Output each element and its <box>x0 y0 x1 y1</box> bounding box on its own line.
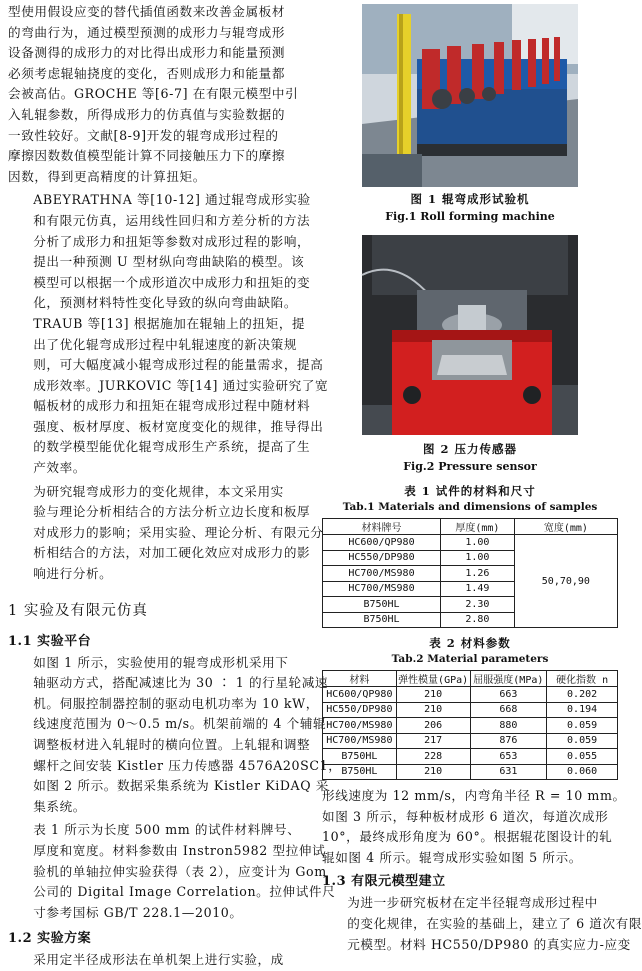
table-cell: 217 <box>396 733 470 749</box>
table-cell: HC600/QP980 <box>323 535 441 551</box>
table-header-cell: 厚度(mm) <box>441 519 515 535</box>
text-line: 机。伺服控制器控制的驱动电机功率为 10 kW， <box>33 695 319 711</box>
paragraph-aim <box>8 482 324 585</box>
text-line: 的变化规律，在实验的基础上，建立了 6 道次有限 <box>347 915 642 931</box>
table-cell: 210 <box>396 764 470 780</box>
table-1-materials-dimensions <box>322 518 618 628</box>
text-line: 和有限元仿真，运用线性回归和方差分析的方法 <box>33 212 311 228</box>
text-line: 设备测得的成形力的对比得出成形力和能量预测 <box>8 45 286 61</box>
table-cell-width: 50,70,90 <box>514 535 617 628</box>
text-line: 对成形力的影响；采用实验、理论分析、有限元分 <box>33 524 324 540</box>
table-cell: 2.80 <box>441 612 515 628</box>
table-cell: 0.055 <box>547 749 618 765</box>
table-cell: HC700/MS980 <box>323 718 397 734</box>
table-cell: 880 <box>470 718 547 734</box>
text-line: 提出一种预测 U 型材纵向弯曲缺陷的模型。该 <box>33 254 305 270</box>
text-line: 产效率。 <box>33 460 86 476</box>
table-cell: 663 <box>470 687 547 703</box>
table-1-caption-cn: 表 1 试件的材料和尺寸 <box>404 484 536 498</box>
text-line: 如图 1 所示，实验使用的辊弯成形机采用下 <box>33 654 289 670</box>
figure-2-caption-cn: 图 2 压力传感器 <box>422 442 517 456</box>
table-2-body <box>323 687 618 780</box>
text-line: 验机的单轴拉伸实验获得（表 2），应变计为 Gom <box>33 863 327 879</box>
text-line: 响进行分析。 <box>33 566 113 582</box>
text-line: 分析了成形力和扭矩等参数对成形过程的影响， <box>33 233 311 249</box>
table-row <box>323 749 618 765</box>
table-cell: B750HL <box>323 612 441 628</box>
table-cell: 653 <box>470 749 547 765</box>
text-line: 一致性较好。文献[8-9]开发的辊弯成形过程的 <box>8 127 279 143</box>
text-line: 辊如图 4 所示。辊弯成形实验如图 5 所示。 <box>322 849 582 865</box>
table-cell: 1.49 <box>441 581 515 597</box>
table-2-caption-en: Tab.2 Material parameters <box>391 653 549 665</box>
text-line: 型使用假设应变的替代插值函数来改善金属板材 <box>8 4 286 19</box>
figure-2-caption-en: Fig.2 Pressure sensor <box>403 460 537 473</box>
text-line: 调整板材进入轧辊时的横向位置。上轧辊和调整 <box>33 737 311 752</box>
text-line: ABEYRATHNA 等[10-12] 通过辊弯成形实验 <box>33 192 311 208</box>
table-cell: HC550/DP980 <box>323 702 397 718</box>
table-2-material-parameters <box>322 670 618 780</box>
figure-1-caption-en: Fig.1 Roll forming machine <box>385 210 555 223</box>
section-heading-1-2: 1.2 实验方案 <box>8 931 92 947</box>
paragraph-abeyrathna <box>8 190 311 314</box>
text-line: 螺杆之间安装 Kistler 压力传感器 4576A20SC1， <box>33 757 342 773</box>
table-cell: 876 <box>470 733 547 749</box>
text-line: 轴驱动方式，搭配减速比为 30 ∶ 1 的行星轮减速 <box>33 675 329 691</box>
table-cell: 0.059 <box>547 718 618 734</box>
text-line: 表 1 所示为长度 500 mm 的试件材料牌号、 <box>33 822 301 838</box>
text-line: 集系统。 <box>33 798 86 814</box>
section-heading-1-1: 1.1 实验平台 <box>8 633 92 649</box>
text-line: 化，预测材料特性变化导致的纵向弯曲缺陷。 <box>33 295 298 311</box>
table-cell: B750HL <box>323 749 397 765</box>
table-row <box>323 535 618 551</box>
table-cell: 0.202 <box>547 687 618 703</box>
pressure-sensor-photo <box>362 235 578 435</box>
text-line: 厚度和宽度。材料参数由 Instron5982 型拉伸试 <box>33 842 326 858</box>
text-line: 模型可以根据一个成形道次中成形力和扭矩的变 <box>33 274 311 290</box>
table-row <box>323 718 618 734</box>
text-line: 验与理论分析相结合的方法分析立边长度和板厚 <box>33 504 311 520</box>
paragraph-traub <box>8 314 329 479</box>
text-line: 摩擦因数数值模型能计算不同接触压力下的摩擦 <box>8 148 286 164</box>
text-line: 因数，得到更高精度的计算扭矩。 <box>8 168 206 184</box>
paragraph-speed <box>322 786 626 868</box>
table-cell: 1.00 <box>441 535 515 551</box>
table-row <box>323 702 618 718</box>
text-line: 为进一步研究板材在定半径辊弯成形过程中 <box>347 895 598 911</box>
left-column <box>8 0 342 971</box>
table-header-cell: 材料 <box>323 671 397 687</box>
text-line: 如图 2 所示。数据采集系统为 Kistler KiDAQ 采 <box>33 778 329 794</box>
text-line: 析相结合的方法，对加工硬化效应对成形力的影 <box>33 545 311 561</box>
paragraph-scheme <box>8 950 304 971</box>
text-line: 10°，最终成形角度为 60°。根据辊花图设计的轧 <box>322 829 613 845</box>
text-line: 则，可大幅度减小辊弯成形过程的能量需求，提高 <box>33 357 324 373</box>
table-cell: 2.30 <box>441 597 515 613</box>
table-row <box>323 687 618 703</box>
table-2-caption-cn: 表 2 材料参数 <box>429 636 511 650</box>
section-heading-1: 1 实验及有限元仿真 <box>8 602 148 619</box>
figure-1-roll-forming-machine <box>362 4 578 187</box>
text-line: 如图 3 所示，每种板材成形 6 道次，每道次成形 <box>322 808 609 824</box>
paragraph-platform <box>8 653 342 818</box>
text-line: 公司的 Digital Image Correlation。拉伸试件尺 <box>33 884 336 900</box>
paragraph-intro-tail <box>8 2 304 187</box>
section-heading-1-3: 1.3 有限元模型建立 <box>322 874 446 890</box>
table-cell: 1.00 <box>441 550 515 566</box>
table-1-caption-en: Tab.1 Materials and dimensions of samples <box>342 501 598 513</box>
table-cell: 0.194 <box>547 702 618 718</box>
table-header-cell: 材料牌号 <box>323 519 441 535</box>
table-cell: 206 <box>396 718 470 734</box>
text-line: 必须考虑辊轴挠度的变化，否则成形力和能量都 <box>8 65 286 81</box>
table-header-cell: 宽度(mm) <box>514 519 617 535</box>
text-line: 成形效率。JURKOVIC 等[14] 通过实验研究了宽 <box>33 377 329 393</box>
table-cell: 210 <box>396 687 470 703</box>
table-row <box>323 733 618 749</box>
table-cell: HC700/MS980 <box>323 566 441 582</box>
table-cell: HC600/QP980 <box>323 687 397 703</box>
figure-2-pressure-sensor <box>362 235 578 435</box>
text-line: 线速度范围为 0～0.5 m/s。机架前端的 4 个辅辊 <box>33 716 327 732</box>
table-header-cell: 屈服强度(MPa) <box>470 671 547 687</box>
paragraph-table1-description <box>8 820 336 923</box>
text-line: 会被高估。GROCHE 等[6-7] 在有限元模型中引 <box>8 86 299 102</box>
right-column <box>322 0 642 955</box>
table-cell: 210 <box>396 702 470 718</box>
paragraph-fem <box>322 893 642 955</box>
text-line: 的数学模型能优化辊弯成形生产系统，提高了生 <box>33 439 311 455</box>
table-cell: 668 <box>470 702 547 718</box>
table-cell: 228 <box>396 749 470 765</box>
text-line: TRAUB 等[13] 根据施加在辊轴上的扭矩，提 <box>33 315 306 331</box>
text-line: 幅板材的成形力和扭矩在辊弯成形过程中随材料 <box>33 398 311 414</box>
table-header-row <box>323 519 618 535</box>
table-header-cell: 弹性模量(GPa) <box>396 671 470 687</box>
table-cell: 0.059 <box>547 733 618 749</box>
table-header-row <box>323 671 618 687</box>
text-line: 强度、板材厚度、板材宽度变化的规律，推导得出 <box>33 418 324 434</box>
table-row <box>323 764 618 780</box>
text-line: 的弯曲行为，通过模型预测的成形力与辊弯成形 <box>8 24 286 40</box>
table-cell: HC550/DP980 <box>323 550 441 566</box>
text-line: 寸参考国标 GB/T 228.1—2010。 <box>33 904 243 920</box>
table-cell: HC700/MS980 <box>323 733 397 749</box>
table-cell: B750HL <box>323 597 441 613</box>
text-line: 形线速度为 12 mm/s，内弯角半径 R = 10 mm。 <box>322 788 626 803</box>
table-header-cell: 硬化指数 n <box>547 671 618 687</box>
table-cell: 631 <box>470 764 547 780</box>
figure-1-caption-cn: 图 1 辊弯成形试验机 <box>410 192 530 206</box>
roll-forming-machine-photo <box>362 4 578 187</box>
text-line: 采用定半径成形法在单机架上进行实验，成 <box>33 952 284 968</box>
table-cell: B750HL <box>323 764 397 780</box>
text-line: 入轧辊参数，所得成形力的仿真值与实验数据的 <box>8 106 286 122</box>
text-line: 为研究辊弯成形力的变化规律，本文采用实 <box>33 483 284 499</box>
table-cell: 0.060 <box>547 764 618 780</box>
text-line: 元模型。材料 HC550/DP980 的真实应力-应变 <box>347 936 631 952</box>
text-line: 出了优化辊弯成形过程中轧辊速度的新决策规 <box>33 336 298 352</box>
table-cell: HC700/MS980 <box>323 581 441 597</box>
table-cell: 1.26 <box>441 566 515 582</box>
